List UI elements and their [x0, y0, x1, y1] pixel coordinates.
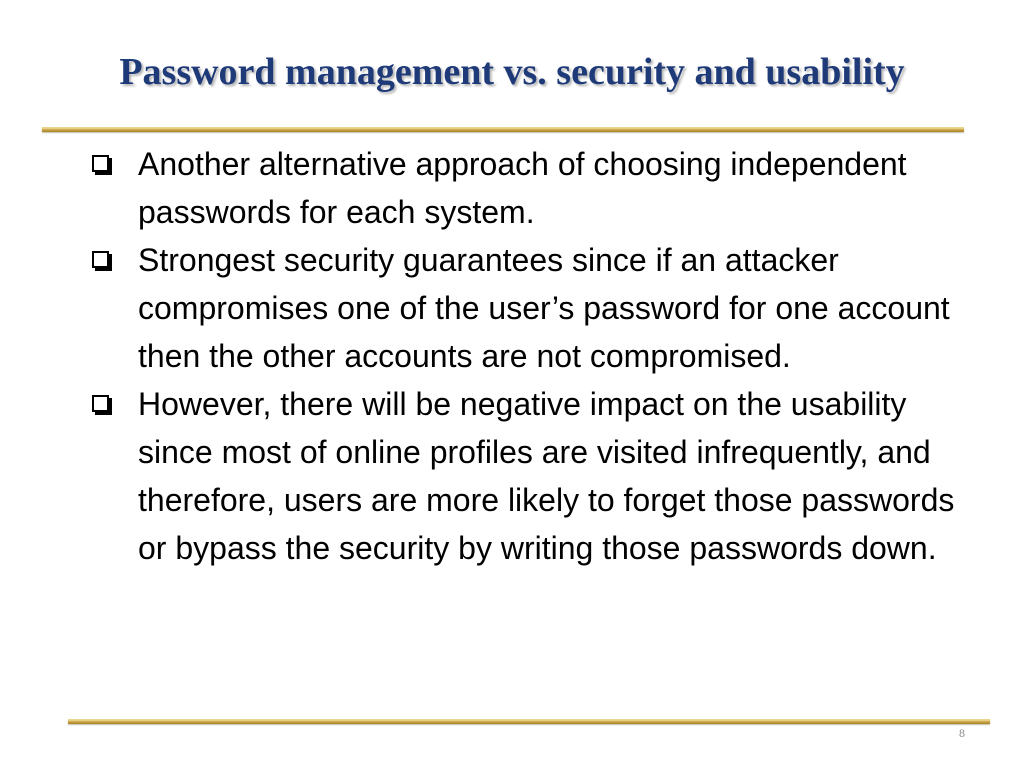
bullet-text: However, there will be negative impact on the usability since most of online profiles are visited infrequently, and therefore, users are more likely to forget those passwords or bypass the security by writing those passwords down.	[138, 386, 955, 566]
bullet-text: Strongest security guarantees since if an attacker compromises one of the user’s password for one account then the other accounts are not compromised.	[138, 242, 950, 374]
bullet-text: Another alternative approach of choosing independent passwords for each system.	[138, 146, 907, 230]
slide-title: Password management vs. security and usability	[119, 51, 905, 93]
bullet-item	[88, 380, 958, 572]
checkbox-bullet-icon	[92, 155, 109, 172]
checkbox-bullet-icon	[92, 251, 109, 268]
bullet-item	[88, 236, 958, 380]
checkbox-bullet-icon	[92, 395, 109, 412]
bullet-list	[88, 140, 958, 572]
page-number: 8	[959, 726, 965, 740]
title-divider	[42, 127, 964, 132]
bullet-item	[88, 140, 958, 236]
footer-divider	[68, 719, 990, 724]
